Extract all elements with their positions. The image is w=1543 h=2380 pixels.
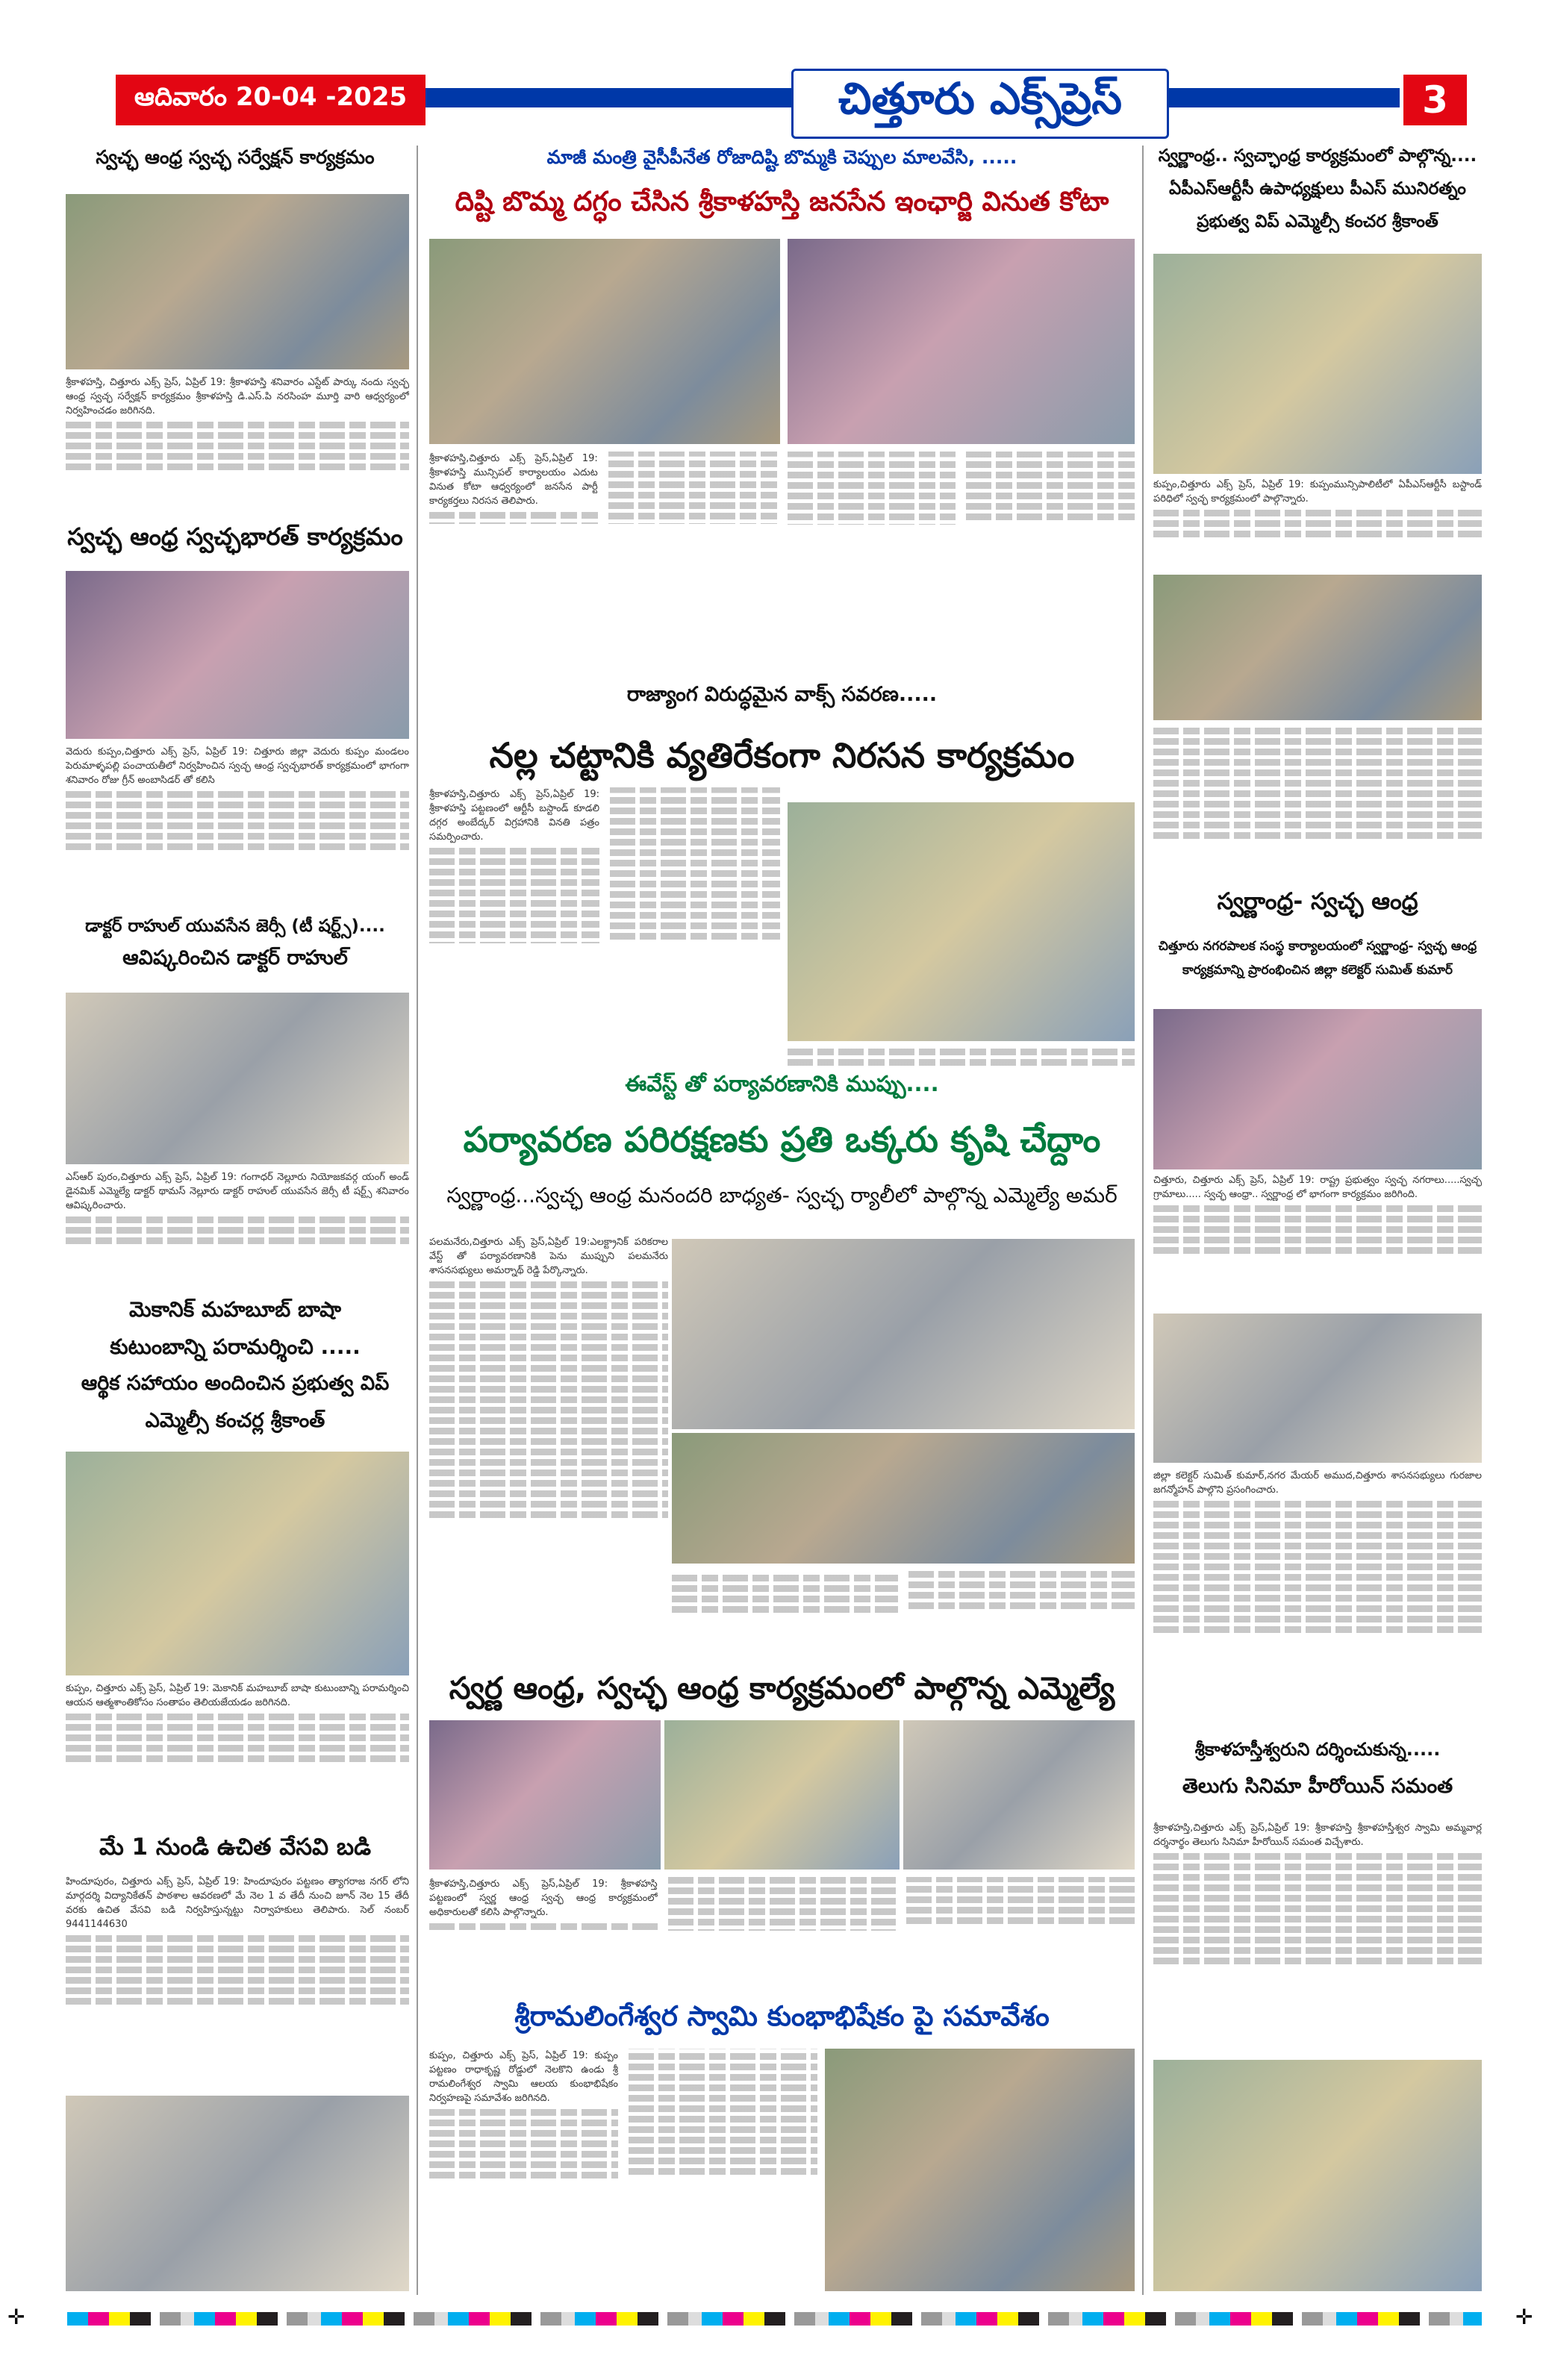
photo-temple-meeting xyxy=(825,2049,1135,2291)
left-article-2 xyxy=(66,745,409,913)
photo-swachh-survey xyxy=(66,194,409,369)
photo-collector-2 xyxy=(1153,1314,1482,1463)
left-headline-5: మే 1 నుండి ఉచిత వేసవి బడి xyxy=(99,1834,372,1861)
issue-date: ఆదివారం 20-04 -2025 xyxy=(116,75,426,125)
center-headline-1: దిష్టి బొమ్మ దగ్ధం చేసిన శ్రీకాళహస్తి జనసేన ఇంఛార్జి వినుత కోటా xyxy=(455,187,1109,217)
left-headline-2: స్వచ్ఛ ఆంధ్ర స్వచ్ఛభారత్ కార్యక్రమం xyxy=(67,522,403,551)
left-article-5-text: హిందూపురం, చిత్తూరు ఎక్స్ ప్రెస్, ఏప్రిల్ 19: హిందూపురం పట్టణం త్యాగరాజ నగర్ లోని మార్గదర్శి విద్యానికేతన్ పాఠశాల ఆవరణలో మే నెల 1 వ తేదీ నుంచి జూన్ నెల 15 తేదీ వరకు ఉచిత వేసవి బడి నిర్వహిస్తున్నట్టు నిర్వాహకులు తెలిపారు. సెల్ నంబర్ 9441144630 xyxy=(66,1876,409,1930)
right-headline-2: స్వర్ణాంధ్ర- స్వచ్ఛ ఆంధ్ర xyxy=(1217,888,1418,915)
left-headline-4c: ఆర్థిక సహాయం అందించిన ప్రభుత్వ విప్ xyxy=(81,1372,390,1395)
right-article-1-text: కుప్పం,చిత్తూరు ఎక్స్ ప్రెస్, ఏప్రిల్ 19: కుప్పంమున్సిపాలిటీలో ఏపీఎస్ఆర్టీసీ బస్టాండ్ పరిధిలో స్వచ్ఛ కార్యక్రమంలో పాల్గొన్నారు. xyxy=(1153,479,1482,505)
registration-mark-left: ✛ xyxy=(7,2305,25,2329)
right-headline-1c: ప్రభుత్వ విప్ ఎమ్మెల్సీ కంచర శ్రీకాంత్ xyxy=(1197,212,1438,231)
left-article-3-text: ఎస్ఆర్ పురం,చిత్తూరు ఎక్స్ ప్రెస్, ఏప్రిల్ 19: గంగాధర్ నెల్లూరు నియోజకవర్గ యంగ్ అండ్ డైనమిక్ ఎమ్మెల్యే డాక్టర్ థామస్ నెల్లూరు డాక్టర్ రాహుల్ యువసేన జెర్సీ టీ షర్ట్స్ శనివారం ఆవిష్కరించారు. xyxy=(66,1172,409,1211)
right-article-1 xyxy=(1153,478,1482,575)
center-headline-5: శ్రీరామలింగేశ్వర స్వామి కుంభాభిషేకం పై సమావేశం xyxy=(514,2000,1050,2032)
left-article-3 xyxy=(66,1170,409,1293)
right-article-1-cont xyxy=(1153,724,1482,888)
left-headline-1: స్వచ్ఛ ఆంధ్ర స్వచ్ఛ సర్వేక్షన్ కార్యక్రమం xyxy=(96,146,375,168)
photo-portraits xyxy=(66,2096,409,2291)
photo-jersey-launch xyxy=(66,993,409,1164)
left-headline-4d: ఎమ్మెల్సీ కంచర్ల శ్రీకాంత్ xyxy=(145,1409,325,1432)
left-headline-3a: డాక్టర్ రాహుల్ యువసేన జెర్సీ (టీ షర్ట్స్).... xyxy=(85,916,385,936)
left-article-4 xyxy=(66,1681,409,1831)
left-article-1 xyxy=(66,375,409,525)
right-headline-1b: ఏపీఎస్ఆర్టీసీ ఉపాధ్యక్షులు పీఎస్ మునిరత్నం xyxy=(1169,179,1466,199)
registration-mark-right: ✛ xyxy=(1515,2305,1533,2329)
center-kicker-3: ఈవేస్ట్ తో పర్యావరణానికి ముప్పు.... xyxy=(625,1071,939,1096)
left-headline-4a: మెకానిక్ మహబూబ్ బాషా xyxy=(128,1297,342,1322)
photo-mla-1 xyxy=(429,1720,661,1870)
center-article-1 xyxy=(429,452,1135,634)
photo-mechanic-family xyxy=(66,1452,409,1675)
photo-rally-group xyxy=(672,1433,1135,1564)
left-article-4-text: కుప్పం, చిత్తూరు ఎక్స్ ప్రెస్, ఏప్రిల్ 19: మెకానిక్ మహబూబ్ బాషా కుటుంబాన్ని పరామర్శించి ఆయన ఆత్మశాంతికోసం సంతాపం తెలియజేయడం జరిగినది. xyxy=(66,1683,409,1708)
left-headline-3b: ఆవిష్కరించిన డాక్టర్ రాహుల్ xyxy=(122,946,348,969)
right-article-2 xyxy=(1153,1173,1482,1308)
right-headline-1a: స్వర్ణాంధ్ర.. స్వచ్ఛాంధ్ర కార్యక్రమంలో పాల్గొన్న.... xyxy=(1158,146,1477,166)
photo-swachh-bharat xyxy=(66,571,409,739)
center-article-1-text: శ్రీకాళహస్తి,చిత్తూరు ఎక్స్ ప్రెస్,ఏప్రిల్ 19: శ్రీకాళహస్తి మున్సిపల్ కార్యాలయం ఎదుట వినుత కోటా ఆధ్వర్యంలో జనసేన పార్టీ కార్యకర్తలు నిరసన తెలిపారు. xyxy=(429,453,598,507)
print-color-bar xyxy=(67,2312,1482,2326)
center-article-3-cont xyxy=(672,1571,1135,1653)
photo-collector-1 xyxy=(1153,1009,1482,1169)
photo-effigy-burning-2 xyxy=(788,239,1135,444)
center-kicker-1: మాజీ మంత్రి వైసీపీనేత రోజాదిష్టి బొమ్మకి చెప్పుల మాలవేసి, ..... xyxy=(546,146,1017,168)
center-headline-4: స్వర్ణ ఆంధ్ర, స్వచ్ఛ ఆంధ్ర కార్యక్రమంలో పాల్గొన్న ఎమ్మెల్యే xyxy=(449,1670,1115,1706)
center-headline-3: పర్యావరణ పరిరక్షణకు ప్రతి ఒక్కరు కృషి చేద్దాం xyxy=(463,1119,1101,1161)
photo-rtc-cleanup-2 xyxy=(1153,575,1482,720)
right-article-2-text: చిత్తూరు, చిత్తూరు ఎక్స్ ప్రెస్, ఏప్రిల్ 19: రాష్ట్ర ప్రభుత్వం స్వచ్ఛ నగరాలు.....స్వచ్ఛ గ్రామాలు..... స్వచ్ఛ ఆంధ్రా.. స్వర్ణాంధ్ర లో భాగంగా కార్యక్రమం జరిగింది. xyxy=(1153,1175,1482,1200)
center-article-2-text: శ్రీకాళహస్తి,చిత్తూరు ఎక్స్ ప్రెస్,ఏప్రిల్ 19: శ్రీకాళహస్తి పట్టణంలో ఆర్టీసీ బస్టాండ్ కూడలి దగ్గర అంబేద్కర్ విగ్రహానికి వినతి పత్రం సమర్పించారు. xyxy=(429,789,599,843)
photo-rally-flag xyxy=(672,1239,1135,1429)
left-headline-4b: కుటుంబాన్ని పరామర్శించి ..... xyxy=(110,1334,361,1359)
page-number: 3 xyxy=(1403,75,1467,125)
right-article-3-text: జిల్లా కలెక్టర్ సుమిత్ కుమార్,నగర మేయర్ అముద,చిత్తూరు శాసనసభ్యులు గురజాల జగన్మోహన్ పాల్గొని ప్రసంగించారు. xyxy=(1153,1470,1482,1496)
photo-samantha-temple xyxy=(1153,2060,1482,2291)
center-headline-2: నల్ల చట్టానికి వ్యతిరేకంగా నిరసన కార్యక్రమం xyxy=(489,735,1075,775)
center-kicker-2: రాజ్యాంగ విరుద్ధమైన వాక్స్ సవరణ..... xyxy=(626,683,938,706)
column-rule-left xyxy=(417,146,418,2295)
left-article-5 xyxy=(66,1875,409,2087)
right-headline-3a: శ్రీకాళహస్తీశ్వరుని దర్శించుకున్న..... xyxy=(1194,1739,1441,1760)
center-article-3 xyxy=(429,1235,668,1653)
right-article-4-text: శ్రీకాళహస్తి,చిత్తూరు ఎక్స్ ప్రెస్,ఏప్రిల్ 19: శ్రీకాళహస్తి శ్రీకాళహస్తీశ్వర స్వామి అమ్మవార్ల దర్శనార్థం తెలుగు సినిమా హీరోయిన్ సమంత విచ్చేశారు. xyxy=(1153,1823,1482,1848)
photo-mla-3 xyxy=(903,1720,1135,1870)
left-article-2-text: వెదురు కుప్పం,చిత్తూరు ఎక్స్ ప్రెస్, ఏప్రిల్ 19: చిత్తూరు జిల్లా వెదురు కుప్పం మండలం పెరుమాళ్ళపల్లి పంచాయతీలో నిర్వహించిన స్వచ్ఛ ఆంధ్ర స్వచ్ఛభారత్ కార్యక్రమంలో భాగంగా శనివారం రోజు గ్రీన్ అంబాసిడర్ తో కలిసి xyxy=(66,746,409,786)
center-article-4 xyxy=(429,1877,1135,1989)
right-article-3 xyxy=(1153,1469,1482,1726)
center-article-5-text: కుప్పం, చిత్తూరు ఎక్స్ ప్రెస్, ఏప్రిల్ 19: కుప్పం పట్టణం రాధాకృష్ణ రోడ్డులో నెలకొని ఉండు శ్రీ రామలింగేశ్వర స్వామి ఆలయ కుంభాభిషేకం నిర్వహణపై సమావేశం జరిగినది. xyxy=(429,2050,618,2104)
left-article-1-text: శ్రీకాళహస్తి, చిత్తూరు ఎక్స్ ప్రెస్, ఏప్రిల్ 19: శ్రీకాళహస్తి శనివారం ఎస్టేట్ పార్కు నందు స్వచ్ఛ ఆంధ్ర స్వచ్ఛ సర్వేక్షన్ కార్యక్రమం శ్రీకాళహస్తి డి.ఎస్.పి నరసింహ మూర్తి వారి ఆధ్వర్యంలో నిర్వహించడం జరిగినది. xyxy=(66,377,409,416)
center-article-2 xyxy=(429,787,780,1090)
masthead-title: చిత్తూరు ఎక్స్‌ప్రెస్ xyxy=(791,69,1169,139)
center-subheadline-3: స్వర్ణాంధ్ర...స్వచ్ఛ ఆంధ్ర మనందరి బాధ్యత- స్వచ్ఛ ర్యాలీలో పాల్గొన్న ఎమ్మెల్యే అమర్ xyxy=(446,1183,1117,1208)
photo-rtc-cleanup-1 xyxy=(1153,254,1482,474)
center-article-5 xyxy=(429,2049,817,2291)
photo-mla-2 xyxy=(664,1720,900,1870)
column-rule-right xyxy=(1142,146,1144,2295)
photo-effigy-burning-1 xyxy=(429,239,780,444)
right-subheadline-2: చిత్తూరు నగరపాలక సంస్థ కార్యాలయంలో స్వర్ణాంధ్ర- స్వచ్ఛ ఆంధ్ర కార్యక్రమాన్ని ప్రారంభించిన జిల్లా కలెక్టర్ సుమిత్ కుమార్ xyxy=(1158,939,1477,978)
right-headline-3b: తెలుగు సినిమా హీరోయిన్ సమంత xyxy=(1182,1775,1453,1798)
center-article-4-text: శ్రీకాళహస్తి,చిత్తూరు ఎక్స్ ప్రెస్,ఏప్రిల్ 19: శ్రీకాళహస్తి పట్టణంలో స్వర్ణ ఆంధ్ర స్వచ్ఛ ఆంధ్ర కార్యక్రమంలో అధికారులతో కలిసి పాల్గొన్నారు. xyxy=(429,1878,658,1918)
center-article-3-text: పలమనేరు,చిత్తూరు ఎక్స్ ప్రెస్,ఏప్రిల్ 19:ఎలక్ట్రానిక్ పరికరాల వేస్ట్ తో పర్యావరణానికి పెను ముప్పుని పలమనేరు శాసనసభ్యులు అమర్నాథ్ రెడ్డి పేర్కొన్నారు. xyxy=(429,1237,668,1276)
photo-waqf-protest xyxy=(788,802,1135,1041)
right-article-4 xyxy=(1153,1821,1482,2049)
